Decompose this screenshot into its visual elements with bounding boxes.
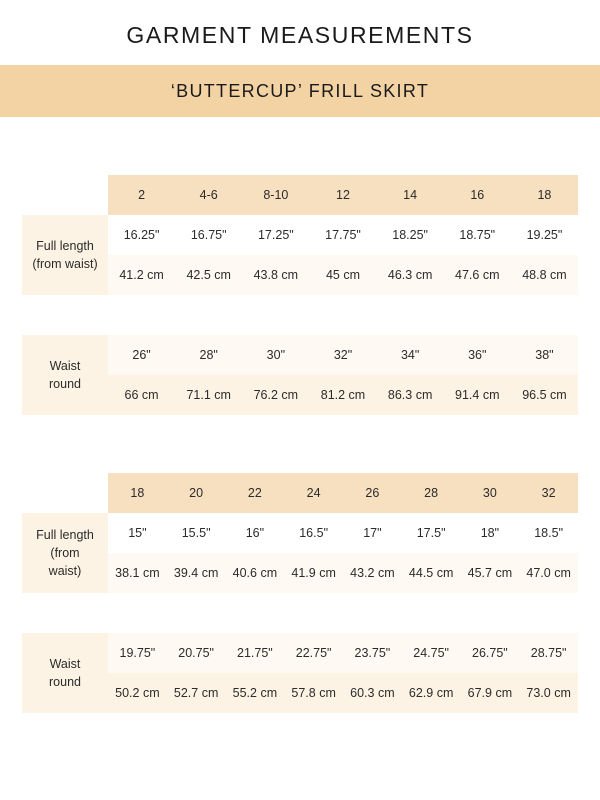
cell-value: 39.4 cm <box>167 553 226 593</box>
cell-value: 16.75" <box>175 215 242 255</box>
cell-value: 96.5 cm <box>511 375 578 415</box>
cell-value: 47.6 cm <box>444 255 511 295</box>
column-header: 32 <box>519 473 578 513</box>
column-header: 8-10 <box>242 175 309 215</box>
cell-value: 52.7 cm <box>167 673 226 713</box>
row-label-line: Waist <box>49 656 81 671</box>
cell-value: 16.5" <box>284 513 343 553</box>
cell-value: 38.1 cm <box>108 553 167 593</box>
column-header: 24 <box>284 473 343 513</box>
cell-value: 91.4 cm <box>444 375 511 415</box>
garment-name: ‘BUTTERCUP’ FRILL SKIRT <box>170 80 430 101</box>
cell-value: 17.25" <box>242 215 309 255</box>
cell-value: 50.2 cm <box>108 673 167 713</box>
row-label-waist-round <box>22 335 108 415</box>
cell-value: 24.75" <box>402 633 461 673</box>
row-label-full-length <box>22 513 108 593</box>
cell-value: 15.5" <box>167 513 226 553</box>
cell-value: 22.75" <box>284 633 343 673</box>
cell-value: 23.75" <box>343 633 402 673</box>
spacer-bottom <box>0 713 600 753</box>
cell-value: 48.8 cm <box>511 255 578 295</box>
column-header: 2 <box>108 175 175 215</box>
cell-value: 17" <box>343 513 402 553</box>
cell-value: 42.5 cm <box>175 255 242 295</box>
cell-value: 43.8 cm <box>242 255 309 295</box>
table-row <box>22 335 578 375</box>
cell-value: 81.2 cm <box>309 375 376 415</box>
cell-value: 67.9 cm <box>461 673 520 713</box>
table-row <box>22 513 578 553</box>
column-header: 18 <box>108 473 167 513</box>
column-header: 18 <box>511 175 578 215</box>
column-header: 28 <box>402 473 461 513</box>
column-header: 20 <box>167 473 226 513</box>
cell-value: 21.75" <box>226 633 285 673</box>
row-label-line: waist) <box>48 564 82 579</box>
cell-value: 26.75" <box>461 633 520 673</box>
row-label-line: Full length <box>36 238 94 253</box>
cell-value: 32" <box>309 335 376 375</box>
cell-value: 34" <box>377 335 444 375</box>
row-label-line: Full length <box>36 527 94 542</box>
header-corner-cell <box>22 473 108 513</box>
cell-value: 73.0 cm <box>519 673 578 713</box>
cell-value: 18.5" <box>519 513 578 553</box>
table-header-row <box>22 175 578 215</box>
spacer-top <box>0 117 600 175</box>
size-table-uk <box>22 175 578 415</box>
cell-value: 66 cm <box>108 375 175 415</box>
cell-value: 45.7 cm <box>461 553 520 593</box>
row-label-full-length <box>22 215 108 295</box>
cell-value: 47.0 cm <box>519 553 578 593</box>
column-header: 16 <box>444 175 511 215</box>
cell-value: 46.3 cm <box>377 255 444 295</box>
column-header: 22 <box>226 473 285 513</box>
row-label-line: (from waist) <box>32 257 98 271</box>
cell-value: 60.3 cm <box>343 673 402 713</box>
cell-value: 57.8 cm <box>284 673 343 713</box>
column-header: 4-6 <box>175 175 242 215</box>
cell-value: 28" <box>175 335 242 375</box>
size-table-plus <box>22 473 578 713</box>
column-header: 12 <box>309 175 376 215</box>
spacer-between-tables <box>0 415 600 473</box>
cell-value: 45 cm <box>309 255 376 295</box>
cell-value: 43.2 cm <box>343 553 402 593</box>
row-label-line: round <box>49 675 81 689</box>
cell-value: 19.75" <box>108 633 167 673</box>
row-label-line: round <box>49 377 81 391</box>
table-header-row <box>22 473 578 513</box>
cell-value: 86.3 cm <box>377 375 444 415</box>
cell-value: 38" <box>511 335 578 375</box>
cell-value: 30" <box>242 335 309 375</box>
cell-value: 17.75" <box>309 215 376 255</box>
cell-value: 55.2 cm <box>226 673 285 713</box>
cell-value: 20.75" <box>167 633 226 673</box>
table-inner-spacer <box>22 593 578 633</box>
cell-value: 41.9 cm <box>284 553 343 593</box>
table-row <box>22 633 578 673</box>
cell-value: 44.5 cm <box>402 553 461 593</box>
cell-value: 36" <box>444 335 511 375</box>
cell-value: 41.2 cm <box>108 255 175 295</box>
header-corner-cell <box>22 175 108 215</box>
table-wrap-2 <box>0 473 600 713</box>
cell-value: 17.5" <box>402 513 461 553</box>
table-row <box>22 215 578 255</box>
cell-value: 76.2 cm <box>242 375 309 415</box>
column-header: 26 <box>343 473 402 513</box>
cell-value: 18" <box>461 513 520 553</box>
table-wrap-1 <box>0 175 600 415</box>
cell-value: 15" <box>108 513 167 553</box>
table-inner-spacer <box>22 295 578 335</box>
cell-value: 71.1 cm <box>175 375 242 415</box>
cell-value: 62.9 cm <box>402 673 461 713</box>
row-label-line: Waist <box>49 358 81 373</box>
cell-value: 28.75" <box>519 633 578 673</box>
column-header: 14 <box>377 175 444 215</box>
page-title: GARMENT MEASUREMENTS <box>126 22 474 48</box>
cell-value: 16" <box>226 513 285 553</box>
cell-value: 18.75" <box>444 215 511 255</box>
subtitle-band <box>0 65 600 117</box>
cell-value: 40.6 cm <box>226 553 285 593</box>
cell-value: 19.25" <box>511 215 578 255</box>
column-header: 30 <box>461 473 520 513</box>
row-label-waist-round <box>22 633 108 713</box>
cell-value: 26" <box>108 335 175 375</box>
cell-value: 18.25" <box>377 215 444 255</box>
row-label-line: (from <box>50 545 80 560</box>
cell-value: 16.25" <box>108 215 175 255</box>
